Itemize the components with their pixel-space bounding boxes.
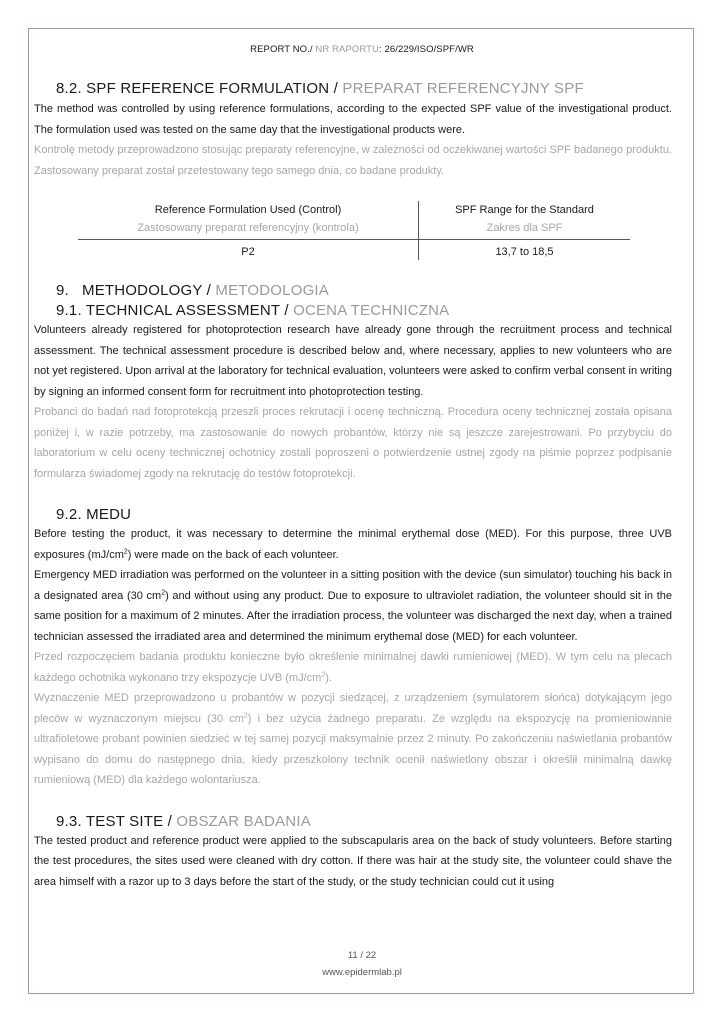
section-9-3-title [34,813,672,830]
document-body [34,80,672,892]
report-number: : 26/229/ISO/SPF/WR [379,44,474,55]
table-header-en [78,201,630,219]
title-en: 9.2. MEDU [56,506,132,523]
page-number: 11 / 22 [347,950,377,961]
text: Emergency MED irradiation was performed on the volunteer in a sitting position with the device (sun simulator) touching his back in a designated area (30 cm [34,569,672,602]
section-9-3-text-en: The tested product and reference product were applied to the subscapularis area on the back of study volunteers. Before starting the test procedures, the sites used were cleaned with dry cotton. If there was hair at the study site, the volunteer could shave the area himself with a razor up to 3 days before the start of the study, or the study technician could cut it using [34,834,672,888]
section-8-2-text-pl: Kontrolę metody przeprowadzono stosując preparaty referencyjne, w zależności od oczekiwanej wartości SPF badanego produktu. Zastosowany preparat został przetestowany tego samego dnia, co badane produkty. [34,144,672,177]
table-header-range: SPF Range for the Standard [455,204,594,216]
title-en: 9.1. TECHNICAL ASSESSMENT / [56,302,289,319]
reference-table [78,201,630,260]
title-pl: OBSZAR BADANIA [172,812,311,830]
section-9-2-text-en-1 [34,524,672,565]
text: Przed rozpoczęciem badania produktu konieczne było określenie minimalnej dawki rumieniowej (MED). W tym celu na plecach każdego ochotnika wykonano trzy ekspozycje UVB (mJ/cm [34,651,672,684]
table-header-range-pl: Zakres dla SPF [419,219,631,240]
superscript: 2 [161,588,166,596]
website-link[interactable]: www.epidermlab.pl [322,967,402,978]
report-label-pl: NR RAPORTU [312,44,380,55]
title-pl: OCENA TECHNICZNA [288,302,450,319]
table-row [78,240,630,261]
table-header-pl [78,219,630,240]
table-cell-range: 13,7 to 18,5 [495,246,554,258]
section-9-1-title [34,302,672,319]
section-9-1-text-en: Volunteers already registered for photoprotection research have already gone through the recruitment process and technical assessment. The technical assessment procedure is described below and, where necessary, applies to new volunteers who are not yet registered. Upon arrival at the laboratory for technical evaluation, volunteers were asked to confirm verbal consent in writing by signing an informed consent form for recruitment into photoprotection testing. [34,324,672,398]
title-pl: METODOLOGIA [211,282,330,299]
text: ). [325,671,332,684]
section-9-1-text-pl: Probanci do badań nad fotoprotekcją przeszli proces rekrutacji i ocenę techniczną. Procedura oceny technicznej została opisana poniżej i, w razie potrzeby, ma zastosowanie do nowych probantów, którzy nie są jeszcze zarejestrowani. Po przybyciu do laboratorium w celu oceny technicznej ochotnicy zostali poproszeni o potwierdzenie ustnej zgody na piśmie poprzez podpisanie formularza świadomej zgody na rekrutację do testów fotoprotekcji. [34,406,672,480]
table-header-formulation-pl: Zastosowany preparat referencyjny (kontrola) [78,219,419,240]
section-9-2-text-pl-1 [34,647,672,688]
superscript: 2 [123,547,128,555]
table-cell-formulation: P2 [78,240,419,261]
section-8-2-title [34,80,672,97]
text: ) were made on the back of each volunteer. [127,548,339,561]
superscript: 2 [243,711,248,719]
title-pl: PREPARAT REFERENCYJNY SPF [338,80,584,97]
title-en: 9. METHODOLOGY / [56,282,212,299]
section-9-title [34,282,672,299]
section-8-2-text-en: The method was controlled by using reference formulations, according to the expected SPF value of the investigational product. The formulation used was tested on the same day that the investigational products were. [34,103,672,136]
title-en: 8.2. SPF REFERENCE FORMULATION / [56,80,338,97]
report-label-en: REPORT NO./ [250,44,313,55]
superscript: 2 [321,670,326,678]
text: ) and without using any product. Due to exposure to ultraviolet radiation, the volunteer should sit in the same position for a maximum of 2 minutes. After the irradiation process, the volunteer was discharged the next day, when a trained technician assessed the irradiated area and determined the minimum erythemal dose (MED) for each volunteer. [34,589,672,643]
table-header-formulation: Reference Formulation Used (Control) [78,201,419,219]
text: Before testing the product, it was necessary to determine the minimal erythemal dose (MED). For this purpose, three UVB exposures (mJ/cm [34,528,672,561]
section-9-2-text-pl-2 [34,688,672,791]
text: ) i bez użycia żadnego preparatu. Ze względu na ekspozycję na promieniowanie ultrafioletowe probant powinien siedzieć w tej samej pozycji maksymalnie przez 2 minuty. Po zakończeniu naświetlania probantów wypisano do domu do następnego dnia, kiedy przeszkolony technik ocenił naświetlony obszar i określił minimalną dawkę rumieniową (MED) dla każdego wolontariusza. [34,712,672,786]
report-header [0,44,724,55]
section-9-2-text-en-2 [34,565,672,647]
section-9-2-title [34,506,672,523]
title-en: 9.3. TEST SITE / [56,812,173,830]
text: Wyznaczenie MED przeprowadzono u probantów w pozycji siedzącej, z urządzeniem (symulatorem słońca) dotykającym jego pleców w wyznaczonym miejscu (30 cm [34,692,672,725]
